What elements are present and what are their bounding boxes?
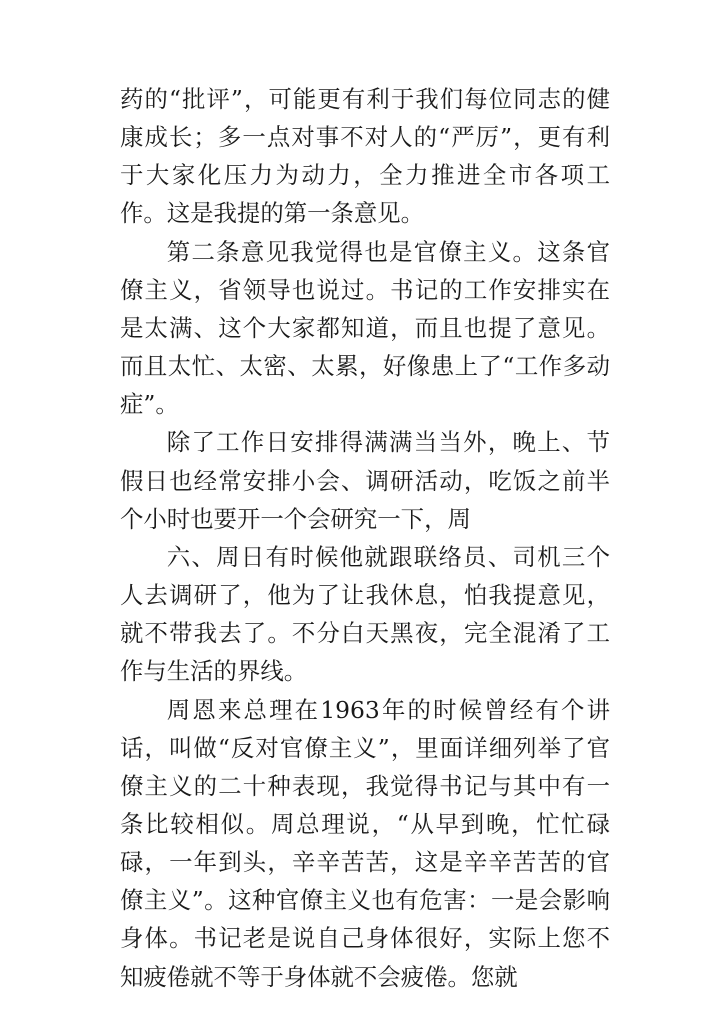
paragraph-3: 除了工作日安排得满满当当外，晚上、节假日也经常安排小会、调研活动，吃饭之前半个小时也要开一个会研究一下，周: [120, 428, 610, 533]
document-body: [120, 80, 610, 996]
paragraph-2: 第二条意见我觉得也是官僚主义。这条官僚主义，省领导也说过。书记的工作安排实在是太满、这个大家都知道，而且也提了意见。而且太忙、太密、太累，好像患上了“工作多动症”。: [120, 237, 610, 419]
paragraph-5: 周恩来总理在1963年的时候曾经有个讲话，叫做“反对官僚主义”，里面详细列举了官僚主义的二十种表现，我觉得书记与其中有一条比较相似。周总理说，“从早到晚，忙忙碌碌，一年到头，辛辛苦苦，这是辛辛苦苦的官僚主义”。这种官僚主义也有危害：一是会影响身体。书记老是说自己身体很好，实际上您不知疲倦就不等于身体就不会疲倦。您就: [120, 695, 610, 991]
paragraph-4: 六、周日有时候他就跟联络员、司机三个人去调研了，他为了让我休息，怕我提意见，就不带我去了。不分白天黑夜，完全混淆了工作与生活的界线。: [120, 542, 610, 686]
paragraph-1: 药的“批评”，可能更有利于我们每位同志的健康成长；多一点对事不对人的“严厉”，更有利于大家化压力为动力，全力推进全市各项工作。这是我提的第一条意见。: [120, 85, 610, 228]
